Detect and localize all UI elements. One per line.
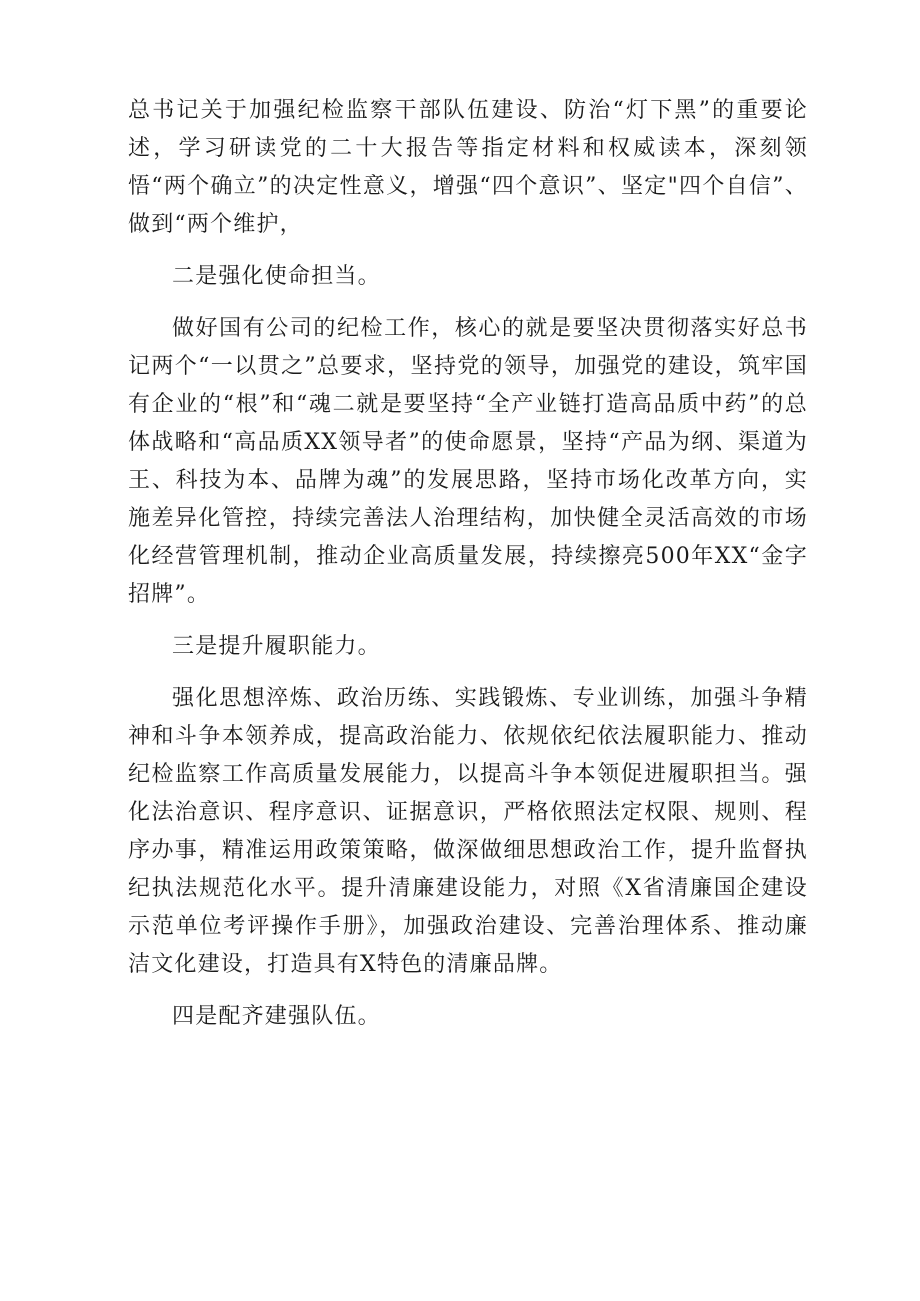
paragraph-continuation: 总书记关于加强纪检监察干部队伍建设、防治“灯下黑”的重要论述，学习研读党的二十大报告等指定材料和权威读本，深刻领悟“两个确立”的决定性意义，增强“四个意识”、坚定"四个自信”、做到“两个维护， <box>128 98 808 237</box>
paragraph-capability: 强化思想淬炼、政治历练、实践锻炼、专业训练，加强斗争精神和斗争本领养成，提高政治能力、依规依纪依法履职能力、推动纪检监察工作高质量发展能力，以提高斗争本领促进履职担当。强化法治意识、程序意识、证据意识，严格依照法定权限、规则、程序办事，精准运用政策策略，做深做细思想政治工作，提升监督执纪执法规范化水平。提升清廉建设能力，对照《X省清廉国企建设示范单位考评操作手册》，加强政治建设、完善治理体系、推动廉洁文化建设，打造具有X特色的清廉品牌。 <box>128 686 808 977</box>
heading-two-mission: 二是强化使命担当。 <box>172 264 381 289</box>
paragraph-discipline-work: 做好国有公司的纪检工作，核心的就是要坚决贯彻落实好总书记两个“一以贯之”总要求，坚持党的领导，加强党的建设，筑牢国有企业的“根”和“魂二就是要坚持“全产业链打造高品质中药”的总体战略和“高品质XX领导者”的使命愿景，坚持“产品为纲、渠道为王、科技为本、品牌为魂”的发展思路，坚持市场化改革方向，实施差异化管控，持续完善法人治理结构，加快健全灵活高效的市场化经营管理机制，推动企业高质量发展，持续擦亮500年XX“金字招牌”。 <box>128 316 808 607</box>
heading-three-capability: 三是提升履职能力。 <box>172 634 381 659</box>
document-body <box>128 92 808 1050</box>
heading-four-team: 四是配齐建强队伍。 <box>172 1004 381 1029</box>
